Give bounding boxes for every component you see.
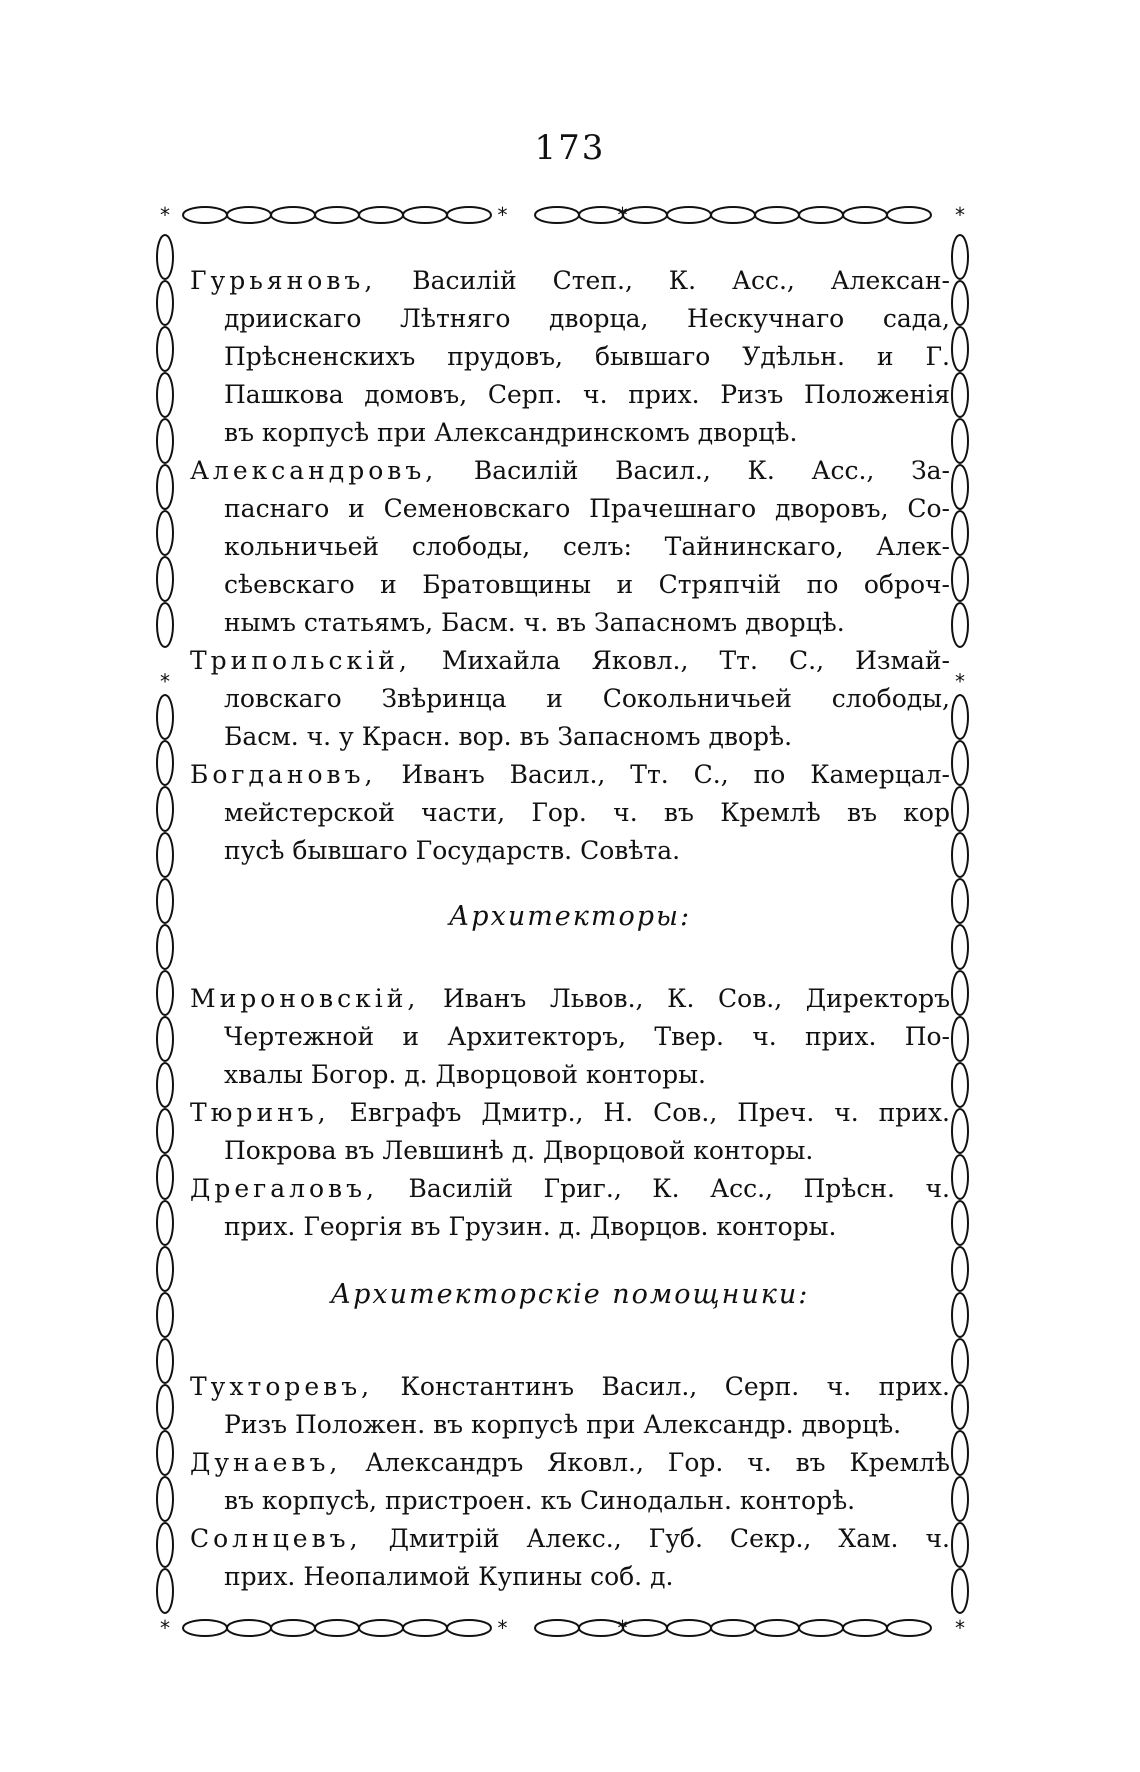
border-ornament: [579, 207, 623, 223]
border-ornament: [535, 207, 579, 223]
border-ornament: [157, 1247, 173, 1291]
entry-line: Константинъ Васил., Серп. ч. прих.: [400, 1372, 950, 1401]
border-star: *: [955, 1616, 965, 1640]
border-ornament: [799, 207, 843, 223]
entry-line: хвалы Богор. д. Дворцовой конторы.: [224, 1060, 706, 1089]
entry-surname: Трипольскій,: [190, 646, 411, 675]
border-ornament: [952, 925, 968, 969]
border-ornament: [843, 1620, 887, 1636]
border-ornament: [952, 465, 968, 509]
entry: [190, 1368, 950, 1444]
border-ornament: [755, 1620, 799, 1636]
entry-surname: Богдановъ,: [190, 760, 377, 789]
entry-surname: Тухторевъ,: [190, 1372, 374, 1401]
border-ornament: [952, 971, 968, 1015]
border-ornament: [157, 971, 173, 1015]
border-ornament: [952, 603, 968, 647]
border-ornament: [157, 833, 173, 877]
border-star: *: [497, 203, 508, 227]
border-ornament: [157, 741, 173, 785]
entry-line: Василій Григ., К. Асс., Прѣсн. ч.: [408, 1174, 951, 1203]
border-ornament: [157, 1523, 173, 1567]
border-ornament: [952, 879, 968, 923]
border-ornament: [755, 207, 799, 223]
border-ornament: [887, 1620, 931, 1636]
entry-line: Иванъ Львов., К. Сов., Директоръ: [442, 984, 950, 1013]
entry-line: Чертежной и Архитекторъ, Твер. ч. прих. По-: [224, 1022, 950, 1051]
border-ornament: [157, 1293, 173, 1337]
section-assistant-architects: [190, 1276, 950, 1596]
entry-surname: Солнцевъ,: [190, 1524, 362, 1553]
border-ornament: [952, 1155, 968, 1199]
border-star: *: [617, 203, 628, 227]
border-ornament: [271, 207, 315, 223]
border-ornament: [227, 1620, 271, 1636]
entry-line: дриискаго Лѣтняго дворца, Нескучнаго сада,: [224, 304, 950, 333]
border-ornament: [227, 207, 271, 223]
border-ornament: [952, 1339, 968, 1383]
entry: [190, 1444, 950, 1520]
entry: [190, 642, 950, 756]
border-ornament: [887, 207, 931, 223]
entry-line: Александръ Яковл., Гор. ч. въ Кремлѣ: [365, 1448, 950, 1477]
border-ornament: [157, 1063, 173, 1107]
border-star: *: [955, 669, 965, 694]
border-ornament: [157, 281, 173, 325]
border-ornament: [952, 1477, 968, 1521]
entry: [190, 980, 950, 1094]
border-ornament: [952, 235, 968, 279]
section-architects: [190, 898, 950, 1246]
entry-line: Михайла Яковл., Тт. С., Измай-: [441, 646, 951, 675]
border-ornament: [183, 207, 227, 223]
border-ornament: [447, 207, 491, 223]
border-ornament: [157, 603, 173, 647]
border-ornament: [952, 511, 968, 555]
section-officials: [190, 262, 950, 870]
border-ornament: [952, 281, 968, 325]
border-ornament: [157, 1201, 173, 1245]
border-ornament: [157, 327, 173, 371]
entry-line: прих. Неопалимой Купины соб. д.: [224, 1562, 674, 1591]
border-ornament: [952, 1385, 968, 1429]
border-ornament: [711, 207, 755, 223]
entry-line: пусѣ бывшаго Государств. Совѣта.: [224, 836, 681, 865]
border-ornament: [157, 373, 173, 417]
border-star: *: [955, 203, 965, 227]
entry-line: нымъ статьямъ, Басм. ч. въ Запасномъ дворцѣ.: [224, 608, 845, 637]
section-heading: Архитекторскіе помощники:: [330, 1279, 810, 1310]
entry-line: Пашкова домовъ, Серп. ч. прих. Ризъ Положенія: [224, 380, 950, 409]
entry-line: кольничьей слободы, селъ: Тайнинскаго, Алек-: [224, 532, 950, 561]
border-ornament: [952, 1201, 968, 1245]
border-ornament: [157, 1017, 173, 1061]
border-ornament: [157, 465, 173, 509]
entry-surname: Тюринъ,: [190, 1098, 330, 1127]
entry-surname: Александровъ,: [190, 456, 438, 485]
border-ornament: [403, 207, 447, 223]
border-ornament: [315, 207, 359, 223]
border-ornament: [952, 741, 968, 785]
entry: [190, 1094, 950, 1170]
border-ornament: [952, 327, 968, 371]
border-ornament: [271, 1620, 315, 1636]
entry-line: Дмитрій Алекс., Губ. Секр., Хам. ч.: [388, 1524, 950, 1553]
border-ornament: [157, 1569, 173, 1613]
border-ornament: [952, 557, 968, 601]
border-ornament: [667, 1620, 711, 1636]
entry-line: Василій Васил., К. Асс., За-: [473, 456, 950, 485]
border-ornament: [157, 1109, 173, 1153]
border-ornament: [952, 1109, 968, 1153]
entry-surname: Дрегаловъ,: [190, 1174, 378, 1203]
border-ornament: [579, 1620, 623, 1636]
border-ornament: [359, 207, 403, 223]
border-ornament: [157, 511, 173, 555]
border-ornament: [952, 787, 968, 831]
section-heading: Архитекторы:: [448, 901, 692, 932]
entry-line: Ризъ Положен. въ корпусѣ при Александр. дворцѣ.: [224, 1410, 902, 1439]
border-ornament: [157, 1477, 173, 1521]
border-ornament: [157, 419, 173, 463]
border-ornament: [157, 557, 173, 601]
border-ornament: [183, 1620, 227, 1636]
entry-line: ловскаго Звѣринца и Сокольничьей слободы,: [224, 684, 950, 713]
entry: [190, 1170, 950, 1246]
entry: [190, 756, 950, 870]
border-ornament: [952, 695, 968, 739]
entry-line: Покрова въ Левшинѣ д. Дворцовой конторы.: [224, 1136, 814, 1165]
border-ornament: [157, 695, 173, 739]
border-ornament: [843, 207, 887, 223]
entry: [190, 262, 950, 452]
border-ornament: [157, 787, 173, 831]
entry-line: Басм. ч. у Красн. вор. въ Запасномъ дворѣ.: [224, 722, 793, 751]
entry: [190, 1520, 950, 1596]
entry: [190, 452, 950, 642]
border-ornament: [799, 1620, 843, 1636]
entry-line: Василій Степ., К. Асс., Алексан-: [412, 266, 950, 295]
entry-line: мейстерской части, Гор. ч. въ Кремлѣ въ кор: [224, 798, 950, 827]
border-ornament: [157, 1339, 173, 1383]
border-star: *: [617, 1616, 628, 1640]
entry-line: прих. Георгія въ Грузин. д. Дворцов. конторы.: [224, 1212, 837, 1241]
border-ornament: [952, 833, 968, 877]
border-ornament: [157, 925, 173, 969]
border-ornament: [952, 1017, 968, 1061]
entry-line: въ корпусѣ, пристроен. къ Синодальн. конторѣ.: [224, 1486, 856, 1515]
border-ornament: [315, 1620, 359, 1636]
border-ornament: [952, 373, 968, 417]
border-ornament: [952, 1247, 968, 1291]
entry-line: Прѣсненскихъ прудовъ, бывшаго Удѣльн. и Г.: [224, 342, 950, 371]
entry-line: Евграфъ Дмитр., Н. Сов., Преч. ч. прих.: [349, 1098, 951, 1127]
entry-line: паснаго и Семеновскаго Прачешнаго дворовъ, Со-: [224, 494, 950, 523]
border-ornament: [623, 1620, 667, 1636]
border-star: *: [160, 669, 170, 694]
border-ornament: [157, 1431, 173, 1475]
border-ornament: [711, 1620, 755, 1636]
entry-surname: Гурьяновъ,: [190, 266, 377, 295]
entry-surname: Мироновскій,: [190, 984, 420, 1013]
entry-line: въ корпусѣ при Александринскомъ дворцѣ.: [224, 418, 798, 447]
border-ornament: [952, 1293, 968, 1337]
border-ornament: [952, 1063, 968, 1107]
border-ornament: [952, 1569, 968, 1613]
border-ornament: [623, 207, 667, 223]
border-ornament: [403, 1620, 447, 1636]
entry-line: сѣевскаго и Братовщины и Стряпчій по оброч-: [224, 570, 950, 599]
entry-line: Иванъ Васил., Тт. С., по Камерцал-: [401, 760, 951, 789]
page-content: [190, 262, 950, 1596]
border-ornament: [359, 1620, 403, 1636]
border-star: *: [497, 1616, 508, 1640]
border-ornament: [952, 419, 968, 463]
border-ornament: [447, 1620, 491, 1636]
border-star: *: [160, 203, 170, 227]
border-ornament: [157, 879, 173, 923]
entry-surname: Дунаевъ,: [190, 1448, 342, 1477]
border-star: *: [160, 1616, 170, 1640]
border-ornament: [952, 1431, 968, 1475]
border-ornament: [157, 1155, 173, 1199]
border-ornament: [157, 1385, 173, 1429]
border-ornament: [667, 207, 711, 223]
border-ornament: [535, 1620, 579, 1636]
border-ornament: [952, 1523, 968, 1567]
border-ornament: [157, 235, 173, 279]
page-number: 173: [534, 128, 606, 168]
